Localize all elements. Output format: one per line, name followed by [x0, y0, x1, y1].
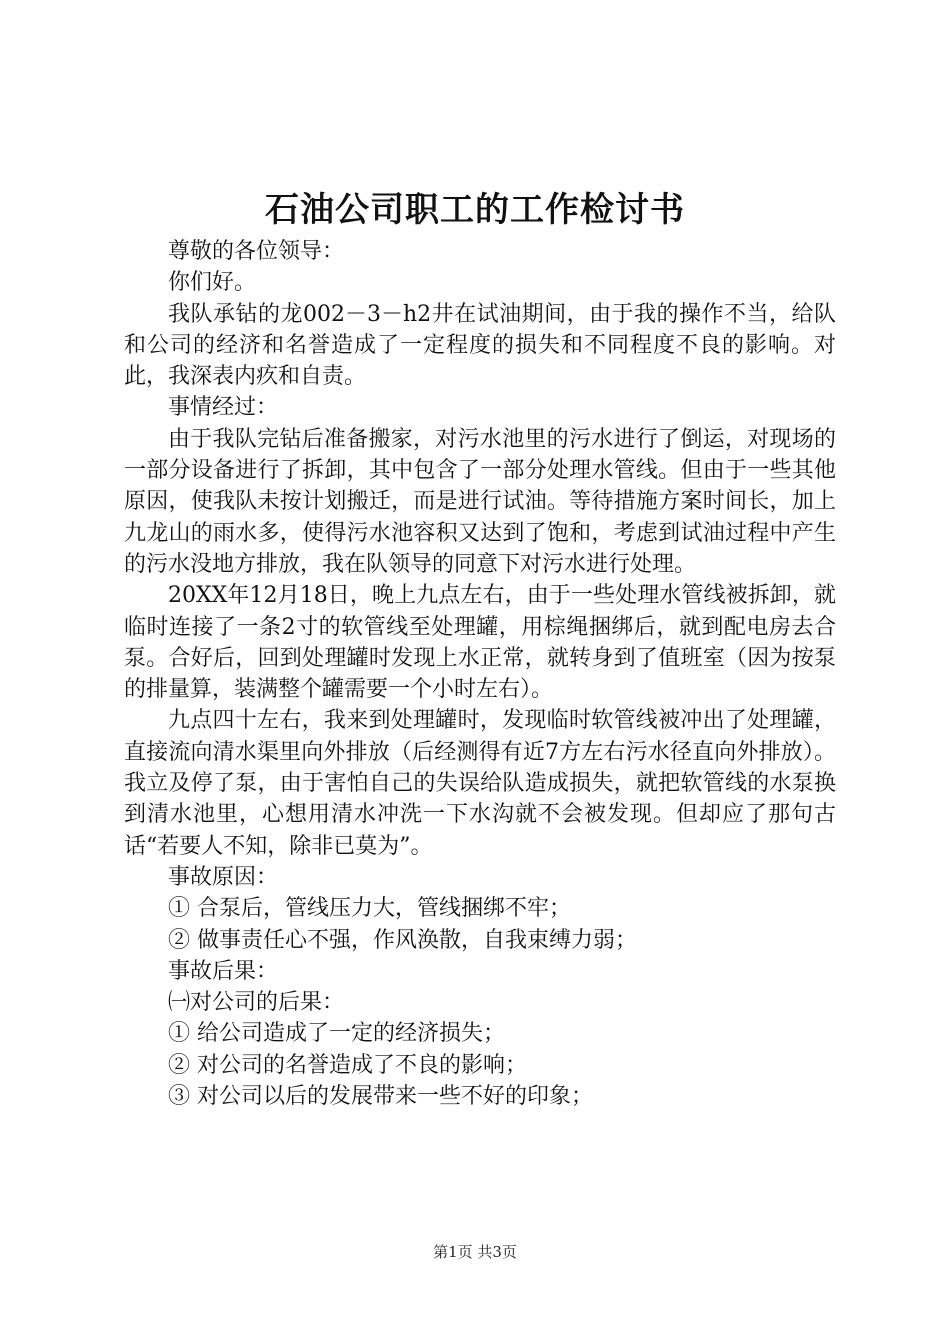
section-heading: 事故后果：: [168, 958, 279, 984]
list-item: ① 合泵后，管线压力大，管线捆绑不牢；: [168, 896, 571, 922]
list-item: ② 对公司的名誉造成了不良的影响；: [168, 1052, 527, 1078]
list-item: ③ 对公司以后的发展带来一些不好的印象；: [168, 1084, 593, 1110]
body-paragraph: 我队承钻的龙002－3－h2井在试油期间，由于我的操作不当，给队和公司的经济和名誉造成了一定程度的损失和不同程度不良的影响。对此，我深表内疚和自责。: [124, 301, 836, 390]
list-item: ① 给公司造成了一定的经济损失；: [168, 1021, 505, 1047]
body-paragraph: 由于我队完钻后准备搬家，对污水池里的污水进行了倒运，对现场的一部分设备进行了拆卸，其中包含了一部分处理水管线。但由于一些其他原因，使我队未按计划搬迁，而是进行试油。等待措施方案时间长，加上九龙山的雨水多，使得污水池容积又达到了饱和，考虑到试油过程中产生的污水没地方排放，我在队领导的同意下对污水进行处理。: [124, 426, 836, 577]
salutation: 尊敬的各位领导：: [168, 239, 345, 264]
body-paragraph: 九点四十左右，我来到处理罐时，发现临时软管线被冲出了处理罐，直接流向清水渠里向外排放（后经测得有近7方左右污水径直向外排放）。我立及停了泵，由于害怕自己的失误给队造成损失，就把软管线的水泵换到清水池里，心想用清水冲洗一下水沟就不会被发现。但却应了那句古话“若要人不知，除非已莫为”。: [124, 708, 836, 859]
document-title: 石油公司职工的工作检讨书: [265, 190, 685, 230]
greeting: 你们好。: [168, 270, 257, 296]
page-footer: 第1页 共3页: [433, 1243, 517, 1261]
subsection-heading: ㈠对公司的后果：: [168, 990, 345, 1016]
section-heading: 事情经过：: [168, 395, 279, 421]
list-item: ② 做事责任心不强，作风涣散，自我束缚力弱；: [168, 927, 637, 953]
document-body: [124, 236, 836, 1112]
body-paragraph: 20XX年12月18日，晚上九点左右，由于一些处理水管线被拆卸，就临时连接了一条2寸的软管线至处理罐，用棕绳捆绑后，就到配电房去合泵。合好后，回到处理罐时发现上水正常，就转身到了值班室（因为按泵的排量算，装满整个罐需要一个小时左右）。: [124, 583, 836, 703]
section-heading: 事故原因：: [168, 864, 279, 890]
